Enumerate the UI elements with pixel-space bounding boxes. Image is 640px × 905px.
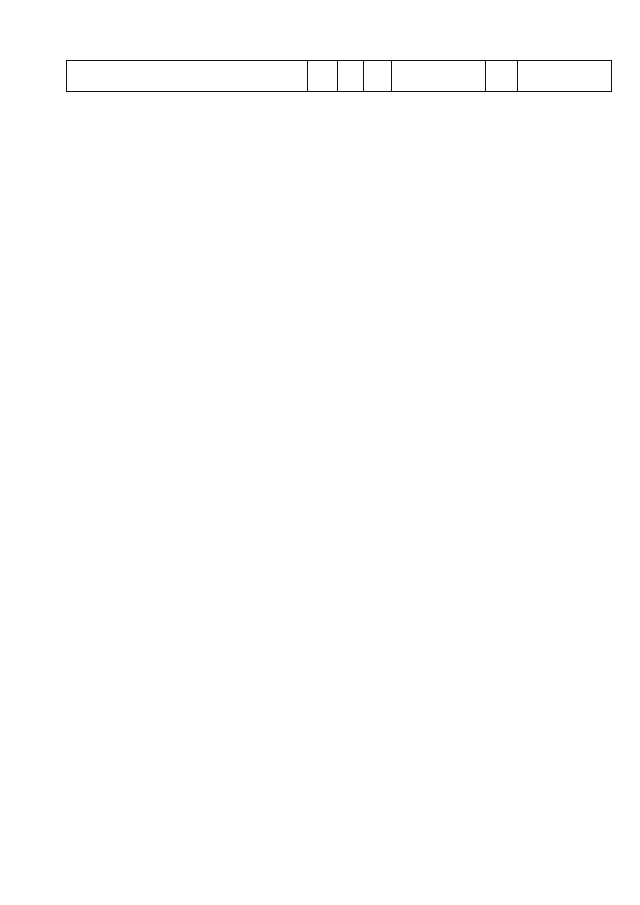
table-header	[66, 60, 612, 92]
column-header-amount	[518, 61, 612, 91]
column-header-csr	[392, 61, 485, 91]
column-header-pr	[364, 61, 391, 91]
column-header-ved	[308, 61, 336, 91]
column-header-rz	[338, 61, 363, 91]
column-header-vr	[486, 61, 517, 91]
column-header-name	[67, 61, 307, 91]
